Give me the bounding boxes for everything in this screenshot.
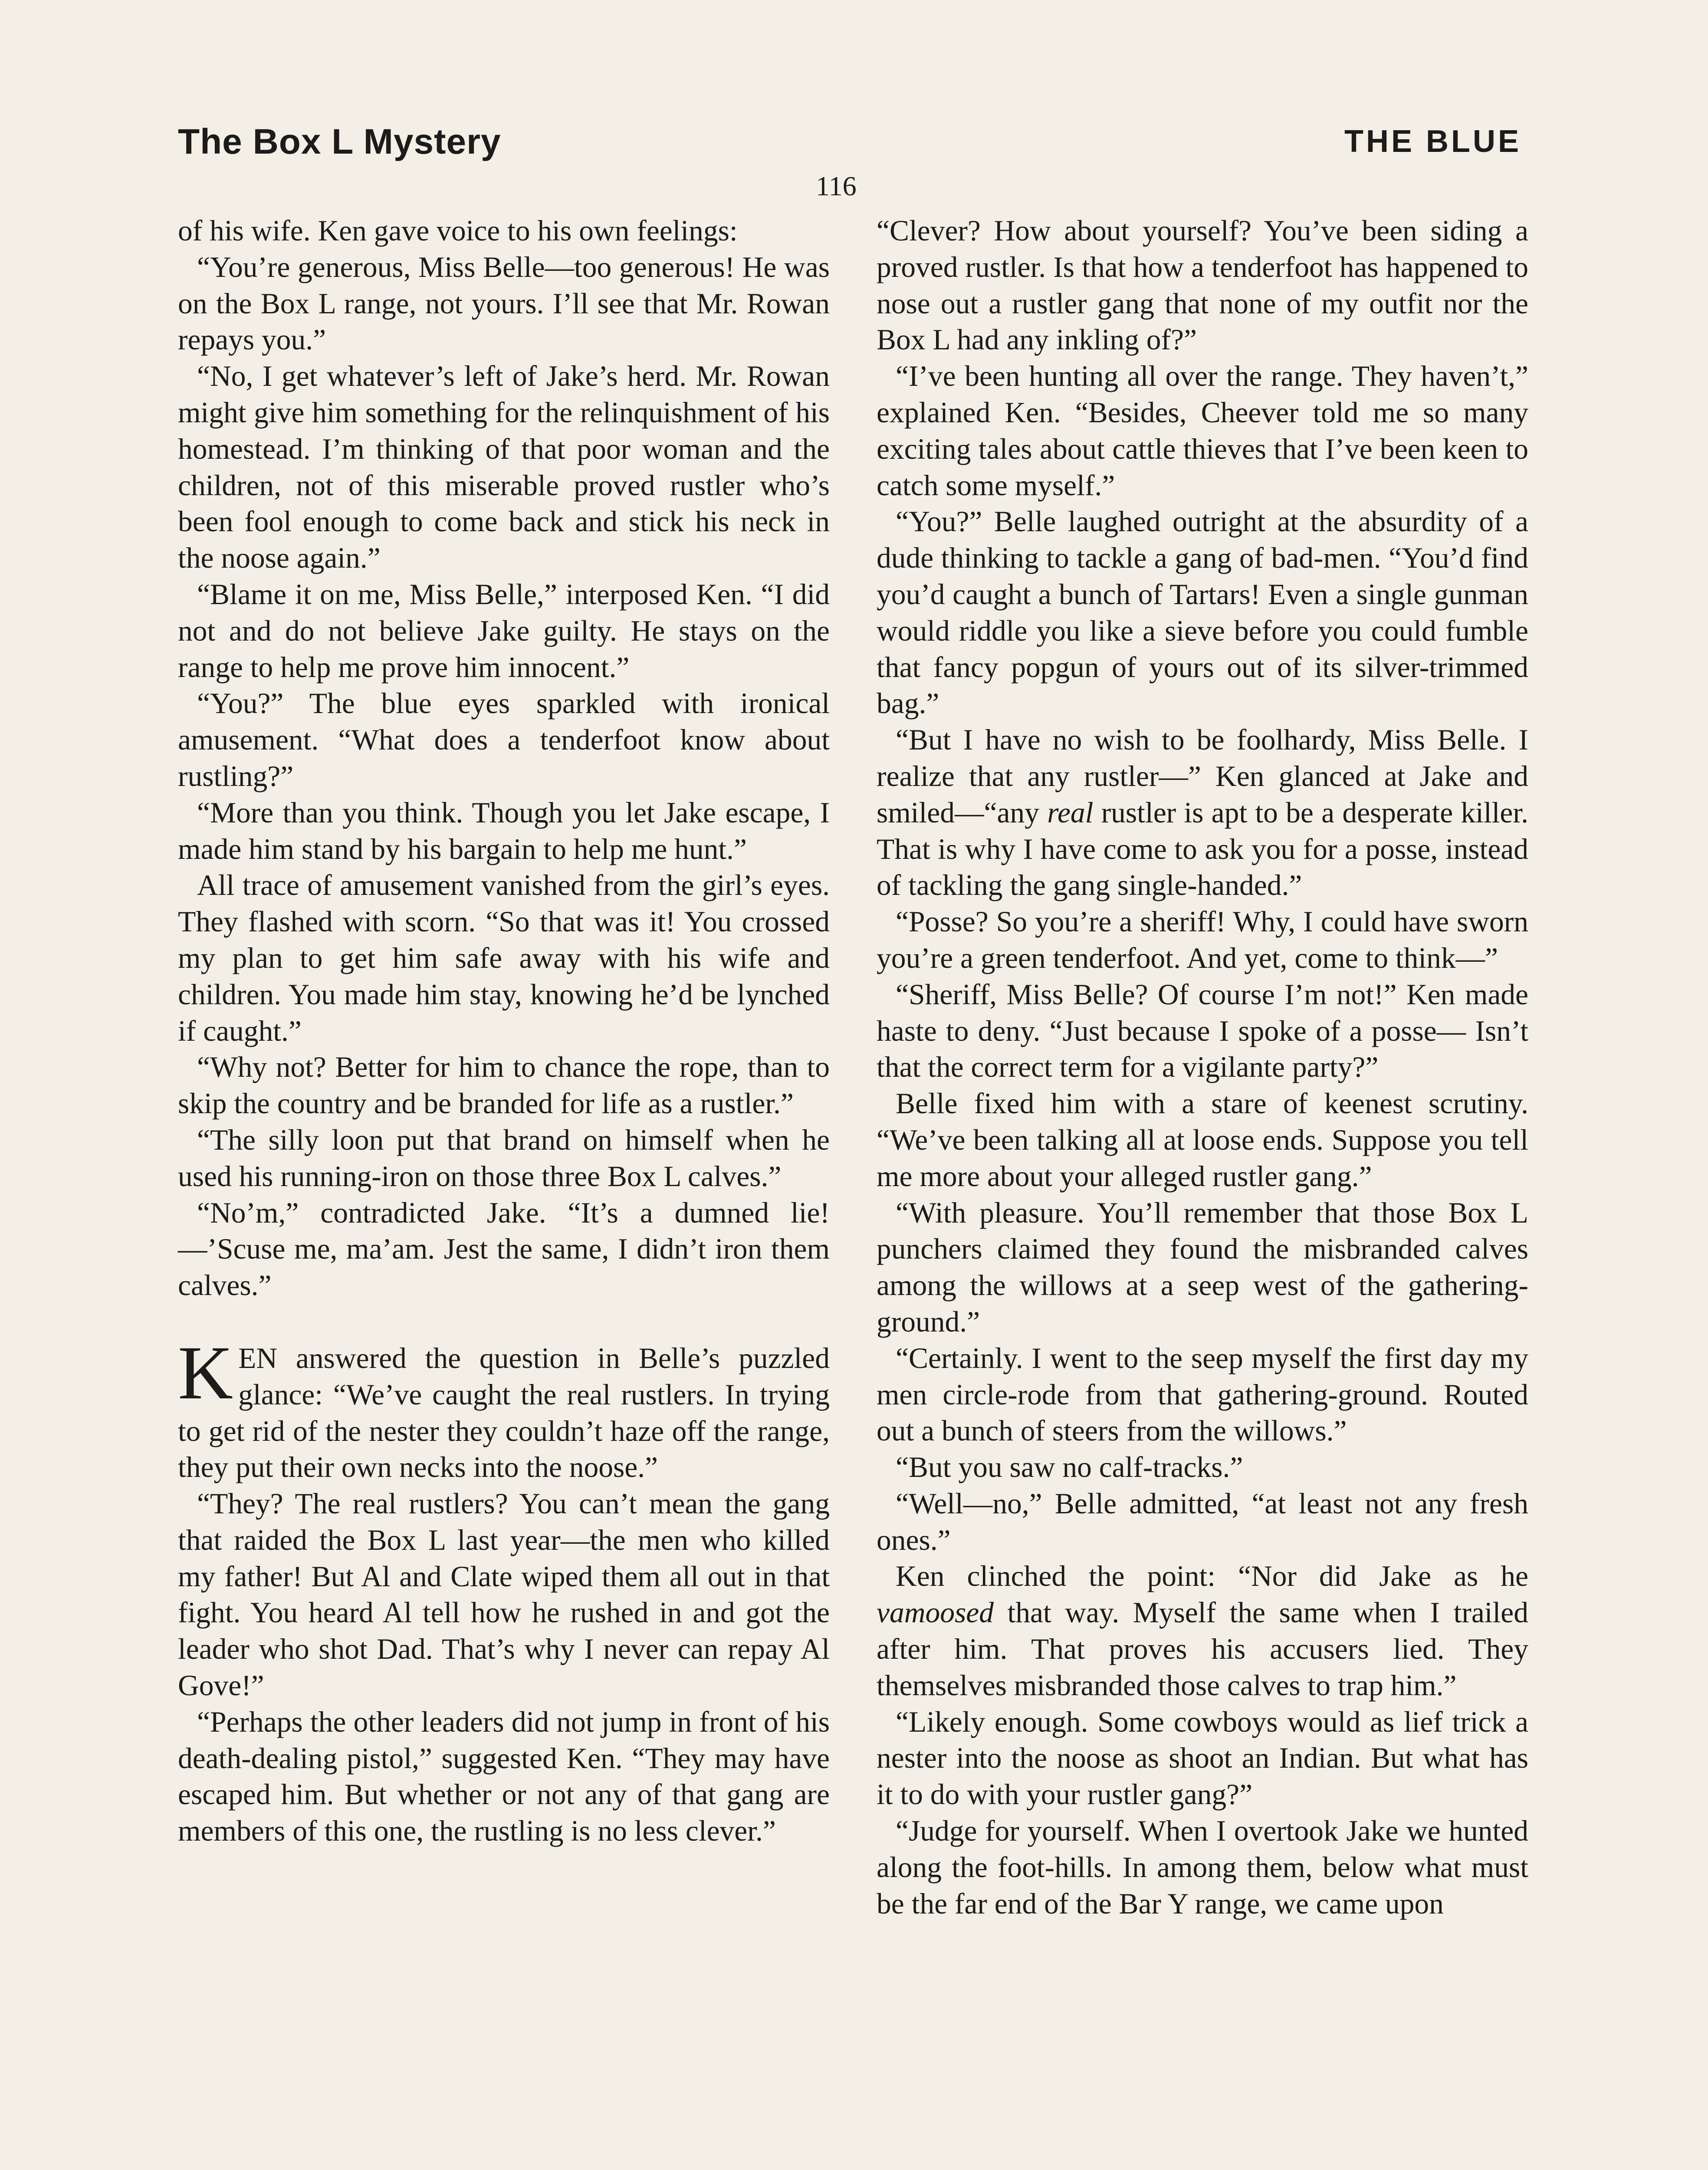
paragraph: “Clever? How about yourself? You’ve been siding a proved rustler. Is that how a tenderfoot has happened to nose out a rustler gang that none of my outfit nor the Box L had any inkling of?” [877, 214, 1528, 356]
running-title: The Box L Mystery [178, 122, 501, 161]
paragraph [877, 722, 1528, 904]
paragraph [877, 1558, 1528, 1703]
paragraph: All trace of amusement vanished from the girl’s eyes. They flashed with scorn. “So that was it! You crossed my plan to get him safe away with his wife and children. You made him stay, knowing he’d be lynched if caught.” [178, 869, 830, 1047]
drop-cap-letter: K [178, 1330, 233, 1415]
paragraph: “Perhaps the other leaders did not jump in front of his death-dealing pistol,” suggested Ken. “They may have escaped him. But whether or not any of that gang are members of this one, the rustling is no less clever.” [178, 1705, 830, 1848]
paragraph: “Sheriff, Miss Belle? Of course I’m not!” Ken made haste to deny. “Just because I spoke of a posse— Isn’t that the correct term for a vigilante party?” [877, 978, 1528, 1084]
paragraph: “The silly loon put that brand on himself when he used his running-iron on those three Box L calves.” [178, 1123, 830, 1193]
paragraph: “No, I get whatever’s left of Jake’s herd. Mr. Rowan might give him something for the relinquishment of his homestead. I’m thinking of that poor woman and the children, not of this miserable proved rustler who’s been fool enough to come back and stick his neck in the noose again.” [178, 360, 830, 575]
paragraph: “You?” Belle laughed outright at the absurdity of a dude thinking to tackle a gang of bad-men. “You’d find you’d caught a bunch of Tartars! Even a single gunman would riddle you like a sieve before you could fumble that fancy popgun of yours out of its silver-trimmed bag.” [877, 505, 1528, 720]
right-column [877, 213, 1528, 1922]
left-column [178, 213, 830, 1849]
paragraph: “Well—no,” Belle admitted, “at least not any fresh ones.” [877, 1487, 1528, 1556]
paragraph: “I’ve been hunting all over the range. They haven’t,” explained Ken. “Besides, Cheever told me so many exciting tales about cattle thieves that I’ve been keen to catch some myself.” [877, 360, 1528, 502]
paragraph-text: EN answered the question in Belle’s puzzled glance: “We’ve caught the real rustlers. In trying to get rid of the nester they couldn’t haze off the range, they put their own necks into the noose.” [178, 1341, 830, 1484]
paragraph: “Why not? Better for him to chance the rope, than to skip the country and be branded for life as a rustler.” [178, 1051, 830, 1120]
paragraph: “Posse? So you’re a sheriff! Why, I could have sworn you’re a green tenderfoot. And yet, come to think—” [877, 905, 1528, 974]
paragraph: “Judge for yourself. When I overtook Jake we hunted along the foot-hills. In among them, below what must be the far end of the Bar Y range, we came upon [877, 1815, 1528, 1920]
dropcap-paragraph [178, 1330, 830, 1486]
paragraph: “But you saw no calf-tracks.” [896, 1451, 1243, 1484]
paragraph: “No’m,” contradicted Jake. “It’s a dumned lie! —’Scuse me, ma’am. Jest the same, I didn’t iron them calves.” [178, 1196, 830, 1302]
paragraph-text: “But I have no wish to be foolhardy, Miss Belle. I realize that any rustler—” Ken glanced at Jake and smiled—“any [877, 723, 1528, 829]
paragraph-text: Ken clinched the point: “Nor did Jake as he [896, 1560, 1528, 1593]
paragraph: of his wife. Ken gave voice to his own feelings: [178, 214, 738, 247]
paragraph: “They? The real rustlers? You can’t mean the gang that raided the Box L last year—the men who killed my father! But Al and Clate wiped them all out in that fight. You heard Al tell how he rushed in and got the leader who shot Dad. That’s why I never can repay Al Gove!” [178, 1487, 830, 1702]
running-section-title: THE BLUE [1344, 124, 1521, 159]
italic-word: vamoosed [877, 1596, 994, 1629]
paragraph-text: that way. Myself the same when I trailed after him. That proves his accusers lied. They themselves misbranded those calves to trap him.” [877, 1596, 1529, 1702]
paragraph-text: rustler is apt to be a desperate killer. That is why I have come to ask you for a posse, instead of tackling the gang single-handed.” [877, 796, 1529, 902]
page-number: 116 [816, 171, 857, 201]
paragraph: “More than you think. Though you let Jake escape, I made him stand by his bargain to help me hunt.” [178, 796, 830, 865]
paragraph: “Certainly. I went to the seep myself the first day my men circle-rode from that gathering-ground. Routed out a bunch of steers from the willows.” [877, 1341, 1528, 1447]
paragraph: “You?” The blue eyes sparkled with ironical amusement. “What does a tenderfoot know about rustling?” [178, 687, 830, 792]
paragraph: “With pleasure. You’ll remember that those Box L punchers claimed they found the misbranded calves among the willows at a seep west of the gathering-ground.” [877, 1196, 1528, 1338]
italic-word: real [1047, 796, 1094, 829]
paragraph: “Blame it on me, Miss Belle,” interposed Ken. “I did not and do not believe Jake guilty. He stays on the range to help me prove him innocent.” [178, 578, 830, 684]
paragraph: “Likely enough. Some cowboys would as lief trick a nester into the noose as shoot an Indian. But what has it to do with your rustler gang?” [877, 1705, 1528, 1811]
paragraph: “You’re generous, Miss Belle—too generous! He was on the Box L range, not yours. I’ll see that Mr. Rowan repays you.” [178, 250, 830, 356]
paragraph: Belle fixed him with a stare of keenest scrutiny. “We’ve been talking all at loose ends. Suppose you tell me more about your alleged rustler gang.” [877, 1087, 1528, 1193]
